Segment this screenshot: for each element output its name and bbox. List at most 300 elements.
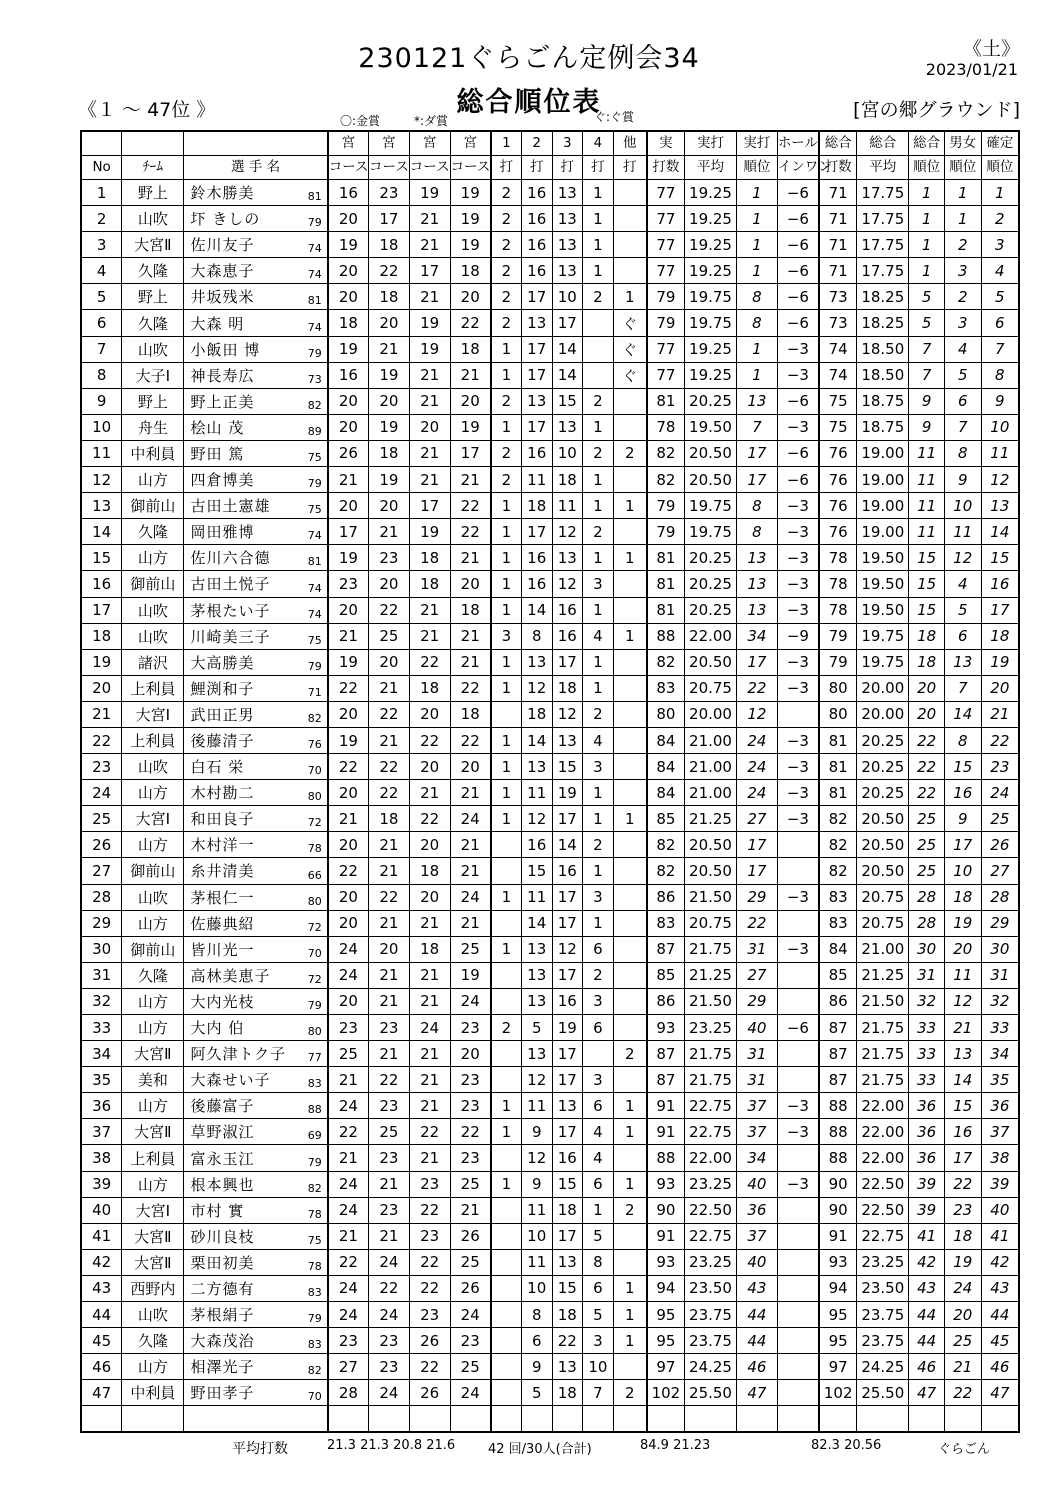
cell-trank: 30: [909, 936, 945, 962]
cell-no: 44: [81, 1302, 122, 1328]
column-header: 順位: [944, 156, 981, 180]
cell-c1: 20: [328, 910, 369, 936]
cell-final: 30: [981, 936, 1019, 962]
blank-cell: [184, 1406, 328, 1433]
cell-c2: 23: [369, 1145, 410, 1171]
cell-trank: 33: [909, 1067, 945, 1093]
cell-total: 82: [819, 806, 857, 832]
cell-s3: 10: [552, 284, 583, 310]
player-cell: [184, 545, 328, 571]
cell-c4: 21: [450, 545, 491, 571]
cell-s2: 11: [521, 467, 552, 493]
cell-hio: [777, 832, 819, 858]
table-row: [81, 1302, 1019, 1328]
cell-tavg: 19.75: [857, 649, 909, 675]
cell-c2: 24: [369, 1380, 410, 1406]
cell-tavg: 22.00: [857, 1119, 909, 1145]
cell-c2: 21: [369, 910, 410, 936]
cell-team: 山方: [122, 1171, 184, 1197]
cell-c1: 24: [328, 1171, 369, 1197]
cell-no: 38: [81, 1145, 122, 1171]
cell-srank: 13: [737, 545, 778, 571]
cell-other: [613, 388, 647, 414]
cell-c1: 24: [328, 1093, 369, 1119]
cell-tavg: 24.25: [857, 1354, 909, 1380]
cell-hio: [777, 1302, 819, 1328]
player-name: 野田 篤: [190, 444, 245, 463]
table-row: [81, 623, 1019, 649]
cell-team: 久隆: [122, 962, 184, 988]
cell-team: 山方: [122, 988, 184, 1014]
cell-c1: 22: [328, 858, 369, 884]
cell-total: 83: [819, 910, 857, 936]
cell-c4: 21: [450, 780, 491, 806]
player-age: 75: [307, 451, 322, 465]
cell-final: 41: [981, 1223, 1019, 1249]
cell-c2: 21: [369, 1223, 410, 1249]
cell-strokes: 91: [647, 1093, 685, 1119]
cell-c4: 17: [450, 440, 491, 466]
cell-final: 26: [981, 832, 1019, 858]
column-header-top: 宮: [369, 131, 410, 156]
player-age: 79: [307, 346, 322, 360]
cell-c2: 21: [369, 1041, 410, 1067]
player-age: 80: [307, 790, 322, 804]
cell-strokes: 91: [647, 1223, 685, 1249]
cell-strokes: 81: [647, 571, 685, 597]
cell-s1: 2: [491, 388, 522, 414]
table-row: [81, 206, 1019, 232]
player-name: 井坂残米: [190, 288, 255, 307]
cell-s4: 1: [583, 858, 614, 884]
cell-tavg: 19.50: [857, 597, 909, 623]
cell-hio: −3: [777, 362, 819, 388]
cell-c3: 18: [409, 545, 450, 571]
table-row: [81, 858, 1019, 884]
cell-trank: 15: [909, 571, 945, 597]
cell-avg: 20.50: [685, 858, 737, 884]
player-age: 72: [307, 816, 322, 830]
cell-c2: 23: [369, 1093, 410, 1119]
cell-total: 88: [819, 1093, 857, 1119]
player-cell: [184, 414, 328, 440]
cell-no: 13: [81, 493, 122, 519]
cell-strokes: 87: [647, 936, 685, 962]
cell-s3: 16: [552, 858, 583, 884]
cell-srank: 8: [737, 310, 778, 336]
cell-s3: 17: [552, 910, 583, 936]
cell-tavg: 17.75: [857, 232, 909, 258]
column-header: 平均: [685, 156, 737, 180]
cell-final: 27: [981, 858, 1019, 884]
cell-c3: 21: [409, 1067, 450, 1093]
column-header-top: 実打: [685, 131, 737, 156]
cell-s2: 13: [521, 936, 552, 962]
cell-grank: 7: [944, 414, 981, 440]
cell-c1: 20: [328, 884, 369, 910]
cell-s4: [583, 310, 614, 336]
player-age: 88: [307, 1103, 322, 1117]
cell-grank: 18: [944, 884, 981, 910]
player-age: 79: [307, 999, 322, 1012]
cell-c3: 20: [409, 884, 450, 910]
cell-c1: 16: [328, 180, 369, 206]
cell-s1: 1: [491, 362, 522, 388]
cell-c4: 21: [450, 858, 491, 884]
cell-no: 29: [81, 910, 122, 936]
cell-c2: 22: [369, 258, 410, 284]
cell-avg: 20.75: [685, 910, 737, 936]
player-name: 糸井清美: [190, 862, 255, 881]
cell-trank: 25: [909, 858, 945, 884]
cell-c2: 22: [369, 1067, 410, 1093]
cell-c4: 24: [450, 988, 491, 1014]
column-header-top: 確定: [981, 131, 1019, 156]
cell-c2: 21: [369, 962, 410, 988]
cell-grank: 20: [944, 1302, 981, 1328]
cell-hio: −6: [777, 284, 819, 310]
cell-team: 御前山: [122, 493, 184, 519]
cell-total: 80: [819, 675, 857, 701]
cell-c3: 19: [409, 180, 450, 206]
cell-c3: 23: [409, 1302, 450, 1328]
cell-srank: 8: [737, 493, 778, 519]
cell-final: 47: [981, 1380, 1019, 1406]
cell-strokes: 82: [647, 858, 685, 884]
cell-s2: 16: [521, 545, 552, 571]
table-row: [81, 988, 1019, 1014]
cell-s3: 17: [552, 962, 583, 988]
cell-team: 山吹: [122, 1302, 184, 1328]
player-age: 80: [307, 1025, 322, 1039]
cell-trank: 11: [909, 493, 945, 519]
cell-strokes: 87: [647, 1067, 685, 1093]
column-header: インワン: [777, 156, 819, 180]
player-name: 茅根絹子: [190, 1306, 255, 1325]
cell-total: 88: [819, 1119, 857, 1145]
cell-trank: 15: [909, 545, 945, 571]
cell-avg: 21.75: [685, 936, 737, 962]
player-cell: [184, 1249, 328, 1275]
cell-c2: 25: [369, 623, 410, 649]
cell-s1: 1: [491, 1171, 522, 1197]
cell-c2: 24: [369, 1249, 410, 1275]
cell-c3: 23: [409, 1171, 450, 1197]
cell-no: 30: [81, 936, 122, 962]
player-cell: [184, 1145, 328, 1171]
cell-s1: [491, 988, 522, 1014]
cell-c4: 20: [450, 388, 491, 414]
cell-grank: 3: [944, 310, 981, 336]
cell-avg: 19.25: [685, 180, 737, 206]
cell-s2: 5: [521, 1380, 552, 1406]
cell-s4: 6: [583, 936, 614, 962]
cell-no: 7: [81, 336, 122, 362]
cell-c2: 20: [369, 571, 410, 597]
cell-grank: 15: [944, 754, 981, 780]
footer-actual-avg: 84.9 21.23: [640, 1438, 711, 1453]
cell-tavg: 19.00: [857, 493, 909, 519]
cell-tavg: 22.75: [857, 1223, 909, 1249]
footer-brand: ぐらごん: [938, 1442, 991, 1457]
cell-srank: 46: [737, 1354, 778, 1380]
blank-cell: [613, 1406, 647, 1433]
page-subtitle: 総合順位表: [456, 87, 602, 118]
footer: [0, 1438, 1058, 1462]
player-age: 70: [307, 1390, 322, 1404]
cell-avg: 21.75: [685, 1067, 737, 1093]
cell-c1: 24: [328, 1197, 369, 1223]
cell-s2: 13: [521, 649, 552, 675]
column-header-top: ホール: [777, 131, 819, 156]
player-age: 75: [307, 1233, 322, 1247]
cell-hio: [777, 1041, 819, 1067]
cell-strokes: 88: [647, 623, 685, 649]
cell-no: 47: [81, 1380, 122, 1406]
cell-c3: 26: [409, 1380, 450, 1406]
footer-hio-count: 42 回/30人(合計): [488, 1442, 592, 1457]
cell-c2: 21: [369, 675, 410, 701]
cell-tavg: 19.00: [857, 519, 909, 545]
player-age: 77: [307, 1051, 322, 1065]
cell-s4: 1: [583, 232, 614, 258]
column-header-top: 3: [552, 131, 583, 156]
cell-c1: 22: [328, 675, 369, 701]
cell-s3: 13: [552, 414, 583, 440]
cell-c2: 23: [369, 1015, 410, 1041]
cell-strokes: 82: [647, 649, 685, 675]
cell-c1: 19: [328, 649, 369, 675]
cell-c2: 20: [369, 310, 410, 336]
cell-c3: 21: [409, 1041, 450, 1067]
cell-trank: 15: [909, 597, 945, 623]
cell-grank: 1: [944, 206, 981, 232]
cell-s4: 4: [583, 1145, 614, 1171]
cell-s2: 13: [521, 988, 552, 1014]
cell-s4: 1: [583, 910, 614, 936]
player-age: 74: [307, 581, 322, 595]
cell-srank: 47: [737, 1380, 778, 1406]
cell-strokes: 84: [647, 780, 685, 806]
cell-srank: 13: [737, 571, 778, 597]
cell-s2: 16: [521, 232, 552, 258]
cell-s2: 11: [521, 1249, 552, 1275]
column-header: 打: [613, 156, 647, 180]
cell-c2: 24: [369, 1302, 410, 1328]
cell-c3: 19: [409, 310, 450, 336]
cell-grank: 16: [944, 1119, 981, 1145]
cell-trank: 18: [909, 649, 945, 675]
cell-final: 20: [981, 675, 1019, 701]
cell-final: 1: [981, 180, 1019, 206]
player-name: 小飯田 博: [190, 340, 261, 359]
cell-avg: 19.75: [685, 493, 737, 519]
player-name: 大森茂治: [190, 1332, 255, 1351]
cell-no: 36: [81, 1093, 122, 1119]
cell-s1: 1: [491, 675, 522, 701]
cell-c1: 19: [328, 232, 369, 258]
cell-srank: 8: [737, 284, 778, 310]
cell-c2: 25: [369, 1119, 410, 1145]
cell-final: 36: [981, 1093, 1019, 1119]
cell-c4: 22: [450, 310, 491, 336]
cell-other: 2: [613, 1197, 647, 1223]
player-cell: [184, 336, 328, 362]
cell-c2: 20: [369, 649, 410, 675]
cell-strokes: 79: [647, 493, 685, 519]
cell-grank: 25: [944, 1328, 981, 1354]
cell-hio: −3: [777, 1171, 819, 1197]
cell-grank: 13: [944, 1041, 981, 1067]
cell-tavg: 20.50: [857, 858, 909, 884]
cell-s4: 1: [583, 545, 614, 571]
cell-trank: 43: [909, 1275, 945, 1301]
player-cell: [184, 780, 328, 806]
cell-c3: 21: [409, 962, 450, 988]
table-row: [81, 727, 1019, 753]
cell-no: 39: [81, 1171, 122, 1197]
cell-total: 87: [819, 1015, 857, 1041]
cell-c1: 24: [328, 1302, 369, 1328]
player-cell: [184, 180, 328, 206]
cell-strokes: 91: [647, 1119, 685, 1145]
cell-total: 90: [819, 1197, 857, 1223]
player-name: 茅根たい子: [190, 601, 271, 620]
footer-label: 平均打数: [232, 1441, 288, 1457]
cell-c4: 22: [450, 727, 491, 753]
cell-hio: −3: [777, 1093, 819, 1119]
cell-team: 山吹: [122, 206, 184, 232]
cell-grank: 10: [944, 493, 981, 519]
cell-c3: 20: [409, 414, 450, 440]
cell-c1: 20: [328, 206, 369, 232]
cell-total: 90: [819, 1171, 857, 1197]
cell-s1: 2: [491, 284, 522, 310]
player-cell: [184, 388, 328, 414]
cell-tavg: 25.50: [857, 1380, 909, 1406]
cell-s4: 4: [583, 623, 614, 649]
cell-strokes: 93: [647, 1171, 685, 1197]
table-row: [81, 362, 1019, 388]
player-age: 74: [307, 320, 322, 334]
cell-avg: 23.75: [685, 1302, 737, 1328]
cell-c2: 20: [369, 936, 410, 962]
cell-c3: 19: [409, 519, 450, 545]
cell-s4: 2: [583, 832, 614, 858]
cell-grank: 14: [944, 1067, 981, 1093]
cell-c3: 18: [409, 936, 450, 962]
cell-total: 71: [819, 206, 857, 232]
cell-other: [613, 1354, 647, 1380]
cell-s3: 13: [552, 727, 583, 753]
cell-team: 御前山: [122, 571, 184, 597]
cell-avg: 23.75: [685, 1328, 737, 1354]
cell-c4: 19: [450, 206, 491, 232]
cell-avg: 25.50: [685, 1380, 737, 1406]
cell-other: [613, 571, 647, 597]
player-cell: [184, 1197, 328, 1223]
player-cell: [184, 493, 328, 519]
cell-no: 20: [81, 675, 122, 701]
cell-s4: 2: [583, 519, 614, 545]
column-header-top: 4: [583, 131, 614, 156]
player-name: 大高勝美: [190, 653, 255, 672]
cell-strokes: 83: [647, 910, 685, 936]
cell-total: 74: [819, 362, 857, 388]
cell-no: 27: [81, 858, 122, 884]
cell-hio: −6: [777, 206, 819, 232]
cell-c3: 22: [409, 1119, 450, 1145]
cell-tavg: 18.50: [857, 336, 909, 362]
cell-c4: 21: [450, 910, 491, 936]
cell-grank: 21: [944, 1354, 981, 1380]
player-age: 81: [307, 294, 322, 308]
cell-final: 33: [981, 1015, 1019, 1041]
cell-s4: 1: [583, 780, 614, 806]
cell-s4: 1: [583, 467, 614, 493]
cell-c1: 20: [328, 597, 369, 623]
cell-s3: 13: [552, 545, 583, 571]
player-name: 佐川友子: [190, 236, 255, 255]
cell-final: 44: [981, 1302, 1019, 1328]
player-cell: [184, 232, 328, 258]
cell-srank: 22: [737, 675, 778, 701]
header-row-1: [81, 131, 1019, 156]
cell-total: 84: [819, 936, 857, 962]
column-header: 選 手 名: [184, 156, 328, 180]
cell-c1: 21: [328, 1223, 369, 1249]
cell-c1: 28: [328, 1380, 369, 1406]
cell-srank: 40: [737, 1015, 778, 1041]
cell-s1: 1: [491, 519, 522, 545]
cell-other: [613, 858, 647, 884]
cell-c1: 20: [328, 284, 369, 310]
player-age: 82: [307, 1364, 322, 1378]
cell-grank: 5: [944, 597, 981, 623]
cell-srank: 44: [737, 1328, 778, 1354]
player-name: 古田土悦子: [190, 575, 271, 594]
cell-s4: 1: [583, 806, 614, 832]
cell-total: 71: [819, 232, 857, 258]
cell-team: 大宮Ⅰ: [122, 701, 184, 727]
cell-final: 35: [981, 1067, 1019, 1093]
player-age: 80: [307, 894, 322, 908]
cell-s3: 15: [552, 754, 583, 780]
cell-s3: 16: [552, 597, 583, 623]
cell-s1: [491, 832, 522, 858]
cell-avg: 23.25: [685, 1171, 737, 1197]
cell-srank: 13: [737, 597, 778, 623]
cell-s1: 2: [491, 232, 522, 258]
cell-c2: 17: [369, 206, 410, 232]
cell-s1: [491, 701, 522, 727]
cell-s2: 13: [521, 388, 552, 414]
player-age: 75: [307, 633, 322, 647]
cell-c3: 22: [409, 649, 450, 675]
cell-trank: 11: [909, 440, 945, 466]
cell-srank: 1: [737, 232, 778, 258]
blank-cell: [552, 1406, 583, 1433]
cell-team: 山吹: [122, 623, 184, 649]
cell-team: 山吹: [122, 884, 184, 910]
cell-s1: 1: [491, 545, 522, 571]
cell-total: 97: [819, 1354, 857, 1380]
cell-c3: 22: [409, 806, 450, 832]
cell-no: 22: [81, 727, 122, 753]
cell-trank: 36: [909, 1093, 945, 1119]
cell-s1: 1: [491, 649, 522, 675]
player-name: 武田正男: [190, 705, 255, 724]
